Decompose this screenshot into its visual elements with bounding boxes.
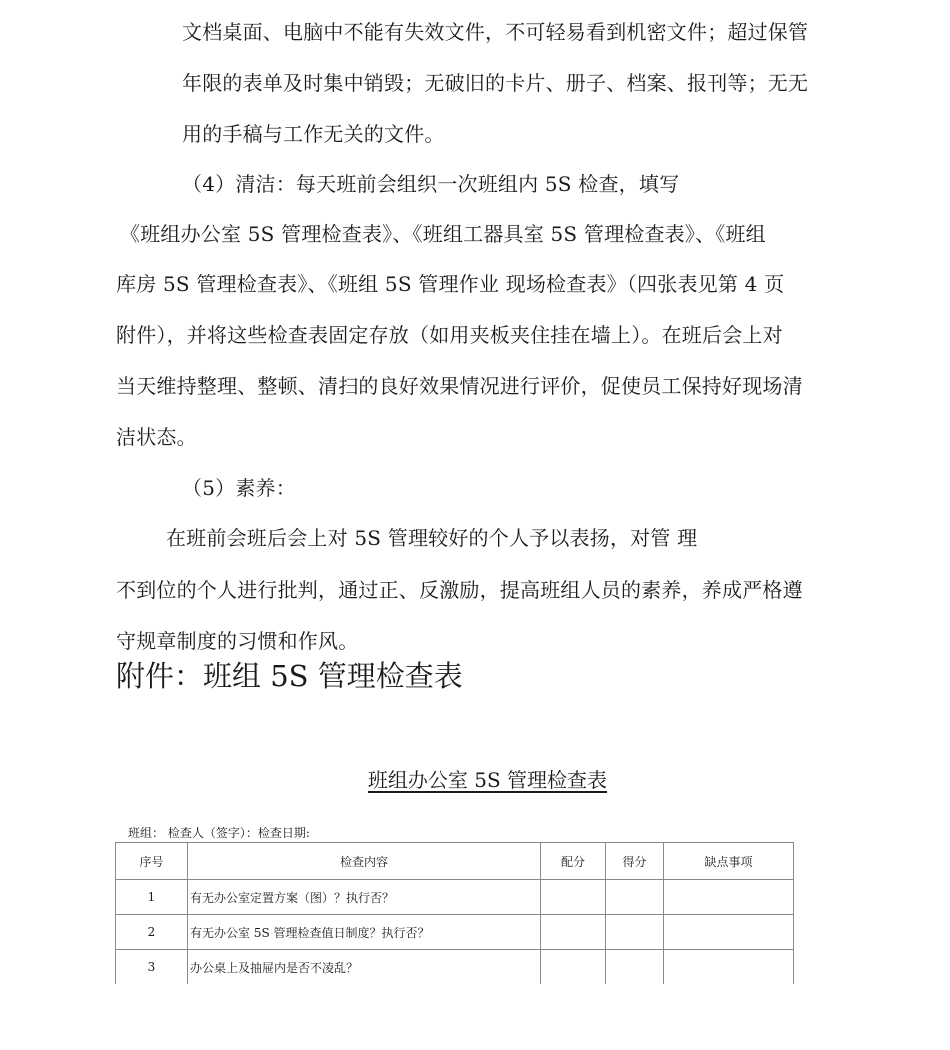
row-score-cell[interactable] (606, 915, 664, 950)
row-content: 有无办公室 5S 管理检查值日制度？执行否？ (188, 915, 541, 950)
paragraph-line: 用的手稿与工作无关的文件。 (182, 122, 445, 146)
paragraph-line: 洁状态。 (116, 425, 197, 449)
row-points-cell[interactable] (541, 915, 606, 950)
row-no: 2 (116, 915, 188, 950)
paragraph-line: 在班前会班后会上对 5S 管理较好的个人予以表扬，对管 理 (166, 526, 698, 550)
inspection-table (115, 842, 794, 984)
row-defects-cell[interactable] (664, 880, 794, 915)
header-score: 得分 (606, 843, 664, 880)
paragraph-line: （4）清洁：每天班前会组织一次班组内 5S 检查，填写 (182, 172, 680, 196)
paragraph-line: 守规章制度的习惯和作风。 (116, 629, 359, 653)
header-defects: 缺点事项 (664, 843, 794, 880)
table-row (116, 915, 794, 950)
row-points-cell[interactable] (541, 880, 606, 915)
table-header-row (116, 843, 794, 880)
table-row (116, 880, 794, 915)
paragraph-line: 文档桌面、电脑中不能有失效文件，不可轻易看到机密文件；超过保管 (182, 20, 809, 44)
table-meta: 班组： 检查人（签字）：检查日期: (128, 826, 310, 840)
row-content: 办公桌上及抽屉内是否不凌乱？ (188, 950, 541, 985)
table-row (116, 950, 794, 985)
row-content: 有无办公室定置方案（图）？执行否？ (188, 880, 541, 915)
row-score-cell[interactable] (606, 950, 664, 985)
header-points: 配分 (541, 843, 606, 880)
paragraph-line: 当天维持整理、整顿、清扫的良好效果情况进行评价，促使员工保持好现场清 (116, 374, 803, 398)
paragraph-line: 年限的表单及时集中销毁；无破旧的卡片、册子、档案、报刊等；无无 (182, 71, 809, 95)
header-content: 检查内容 (188, 843, 541, 880)
row-defects-cell[interactable] (664, 950, 794, 985)
row-points-cell[interactable] (541, 950, 606, 985)
header-no: 序号 (116, 843, 188, 880)
row-no: 3 (116, 950, 188, 985)
row-defects-cell[interactable] (664, 915, 794, 950)
paragraph-line: 不到位的个人进行批判，通过正、反激励，提高班组人员的素养，养成严格遵 (116, 578, 803, 602)
paragraph-line: 附件），并将这些检查表固定存放（如用夹板夹住挂在墙上）。在班后会上对 (116, 323, 783, 347)
row-score-cell[interactable] (606, 880, 664, 915)
paragraph-line: 《班组办公室 5S 管理检查表》、《班组工器具室 5S 管理检查表》、《班组 (120, 222, 766, 246)
section-heading: （5）素养： (182, 476, 296, 500)
table-title: 班组办公室 5S 管理检查表 (367, 768, 608, 792)
attachment-heading: 附件：班组 5S 管理检查表 (116, 659, 463, 693)
paragraph-line: 库房 5S 管理检查表》、《班组 5S 管理作业 现场检查表》（四张表见第 4 页 (116, 272, 785, 296)
row-no: 1 (116, 880, 188, 915)
